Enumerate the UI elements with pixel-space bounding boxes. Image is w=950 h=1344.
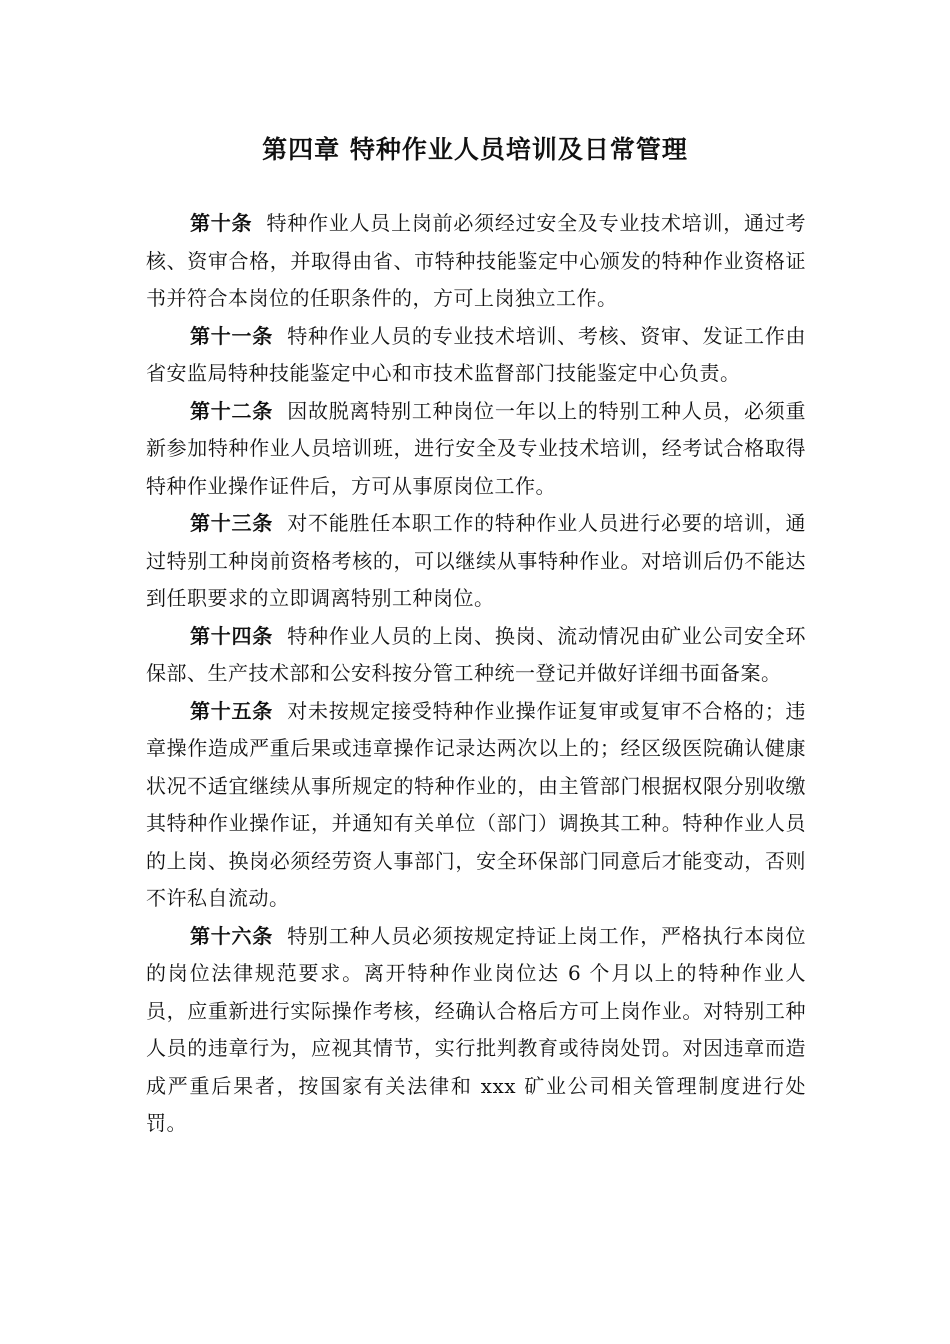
- article-text: 特种作业人员的专业技术培训、考核、资审、发证工作由省安监局特种技能鉴定中心和市技术监督部门技能鉴定中心负责。: [146, 323, 807, 385]
- article-number: 第十一条: [190, 323, 274, 348]
- chapter-title: 第四章 特种作业人员培训及日常管理: [262, 135, 688, 164]
- article-14: [146, 618, 806, 693]
- article-number: 第十六条: [190, 923, 274, 948]
- article-number: 第十二条: [190, 398, 274, 423]
- article-text: 特别工种人员必须按规定持证上岗工作，严格执行本岗位的岗位法律规范要求。离开特种作业岗位达 6 个月以上的特种作业人员，应重新进行实际操作考核，经确认合格后方可上岗作业。对特别工种人员的违章行为，应视其情节，实行批判教育或待岗处罚。对因违章而造成严重后果者，按国家有关法律和 xxx 矿业公司相关管理制度进行处罚。: [146, 923, 807, 1135]
- article-text: 对未按规定接受特种作业操作证复审或复审不合格的；违章操作造成严重后果或违章操作记录达两次以上的；经区级医院确认健康状况不适宜继续从事所规定的特种作业的，由主管部门根据权限分别收缴其特种作业操作证，并通知有关单位（部门）调换其工种。特种作业人员的上岗、换岗必须经劳资人事部门，安全环保部门同意后才能变动，否则不许私自流动。: [146, 698, 807, 910]
- article-text: 对不能胜任本职工作的特种作业人员进行必要的培训，通过特别工种岗前资格考核的，可以继续从事特种作业。对培训后仍不能达到任职要求的立即调离特别工种岗位。: [146, 511, 807, 610]
- article-number: 第十三条: [190, 511, 274, 535]
- article-number: 第十五条: [190, 698, 274, 723]
- article-10: [146, 205, 806, 318]
- article-number: 第十四条: [190, 623, 274, 648]
- article-11: [146, 318, 806, 393]
- article-12: [146, 393, 806, 506]
- article-text: 特种作业人员的上岗、换岗、流动情况由矿业公司安全环保部、生产技术部和公安科按分管工种统一登记并做好详细书面备案。: [146, 623, 807, 685]
- article-16: [146, 918, 806, 1143]
- article-number: 第十条: [190, 211, 253, 235]
- article-text: 特种作业人员上岗前必须经过安全及专业技术培训，通过考核、资审合格，并取得由省、市特种技能鉴定中心颁发的特种作业资格证书并符合本岗位的任职条件的，方可上岗独立工作。: [146, 211, 806, 310]
- article-13: [146, 505, 806, 618]
- article-text: 因故脱离特别工种岗位一年以上的特别工种人员，必须重新参加特种作业人员培训班，进行安全及专业技术培训，经考试合格取得特种作业操作证件后，方可从事原岗位工作。: [146, 398, 807, 498]
- article-15: [146, 693, 806, 918]
- article-list: [146, 205, 806, 1143]
